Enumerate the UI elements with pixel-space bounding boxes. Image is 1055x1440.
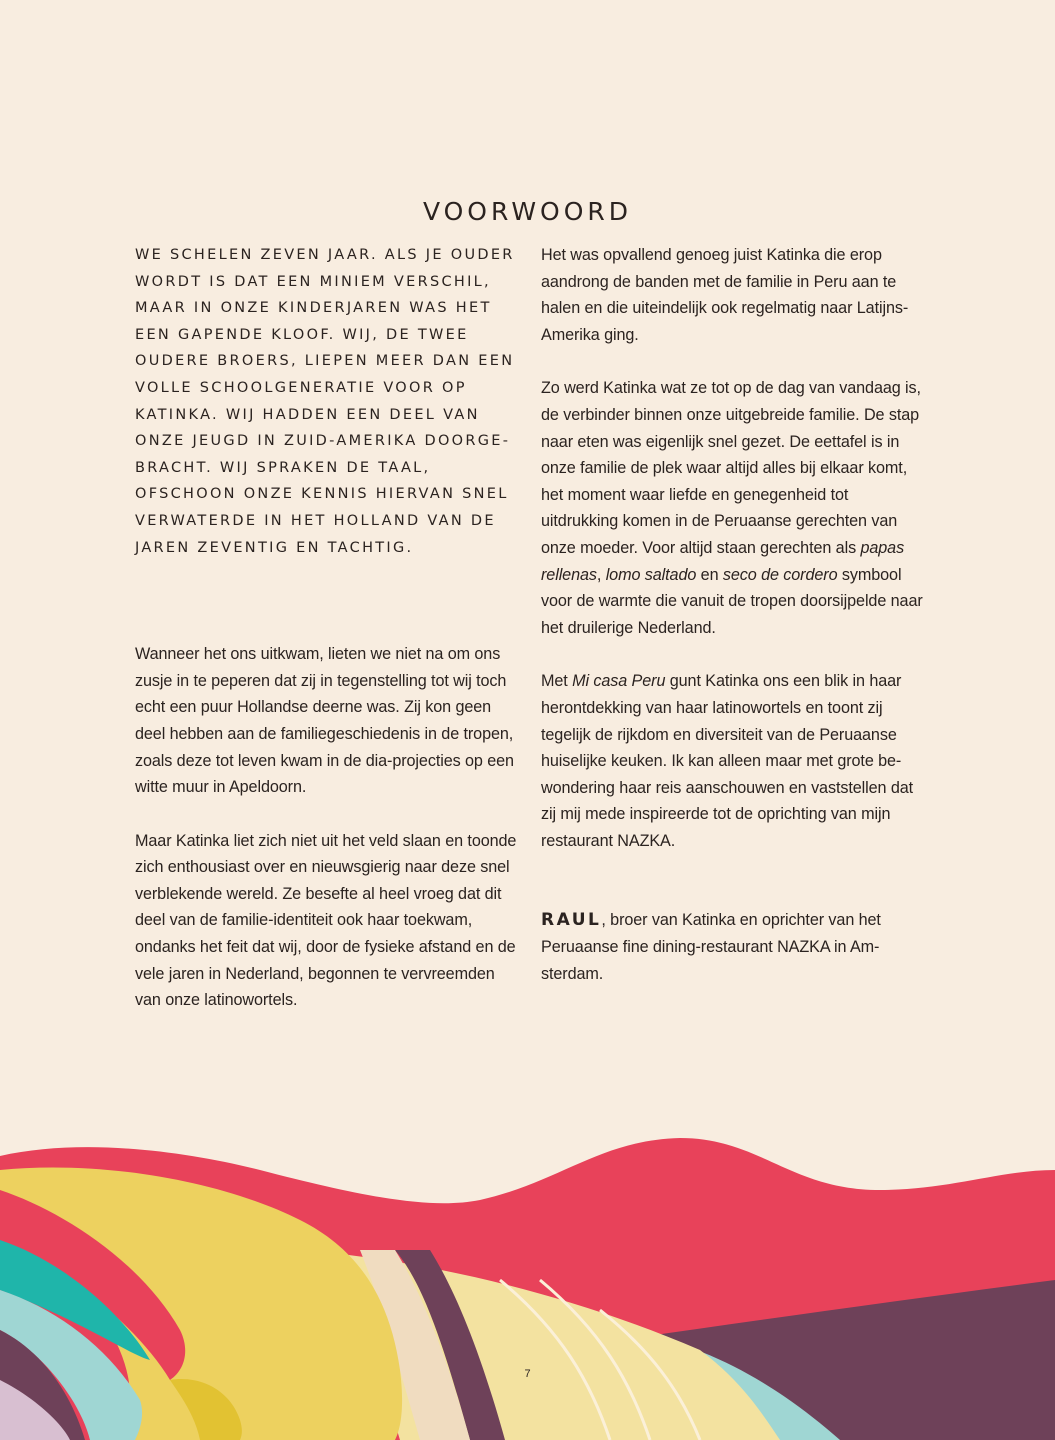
text-span: gunt Katinka ons een blik in haar herontdekking van haar latinowortels en toont zij tegelijk de rijkdom en diversiteit van de Peruaanse huiselijke keuken. Ik kan alleen maar met grote be-wondering haar reis aanschouwen en vaststellen dat zij mij mede inspireerde tot de oprichting van mijn restaurant NAZKA. xyxy=(541,672,914,850)
book-title: Mi casa Peru xyxy=(572,672,666,691)
right-column xyxy=(541,242,923,987)
text-span: Met xyxy=(541,672,573,691)
body-paragraph xyxy=(541,668,923,854)
dish-name: lomo saltado xyxy=(605,565,697,584)
page-number: 7 xyxy=(524,1368,531,1380)
dish-name: papas rellenas xyxy=(541,538,905,584)
dish-name: seco de cordero xyxy=(722,565,838,584)
left-column xyxy=(135,242,517,1014)
page-title: VOORWOORD xyxy=(422,196,633,226)
text-span: Zo werd Katinka wat ze tot op de dag van vandaag is, de verbinder binnen onze uitgebreide familie. De stap naar eten was eigenlijk snel gezet. De eettafel is in onze familie de plek waar altijd alles bij elkaar komt, het moment waar liefde en genegenheid tot uitdrukking komen in de Peruaanse gerechten van onze moeder. Voor altijd staan gerechten als xyxy=(541,379,921,557)
body-paragraph: Het was opvallend genoeg juist Katinka die erop aandrong de banden met de familie in Peru aan te halen en die uiteindelijk ook regelmatig naar Latijns-Amerika ging. xyxy=(541,246,909,344)
decorative-wave-illustration xyxy=(0,1130,1055,1440)
body-paragraph: Maar Katinka liet zich niet uit het veld slaan en toonde zich enthousiast over en nieuwsgierig naar deze snel verblekende wereld. Ze besefte al heel vroeg dat dit deel van de familie-identiteit ook haar toekwam, ondanks het feit dat wij, door de fysieke afstand en de vele jaren in Nederland, begonnen te vervreemden van onze latinowortels. xyxy=(135,831,517,1010)
intro-paragraph: WE SCHELEN ZEVEN JAAR. ALS JE OUDER WORDT IS DAT EEN MINIEM VERSCHIL, MAAR IN ONZE KINDERJAREN WAS HET EEN GAPENDE KLOOF. WIJ, DE TWEE OUDERE BROERS, LIEPEN MEER DAN EEN VOLLE SCHOOLGENERATIE VOOR OP KATINKA. WIJ HADDEN EEN DEEL VAN ONZE JEUGD IN ZUID-AMERIKA DOORGE-BRACHT. WIJ SPRAKEN DE TAAL, OFSCHOON ONZE KENNIS HIERVAN SNEL VERWATERDE IN HET HOLLAND VAN DE JAREN ZEVENTIG EN TACHTIG. xyxy=(135,247,515,556)
body-paragraph: Wanneer het ons uitkwam, lieten we niet na om ons zusje in te peperen dat zij in tegenstelling tot wij toch echt een puur Hollandse deerne was. Zij kon geen deel hebben aan de familiegeschiedenis in de tropen, zoals deze tot leven kwam in de dia-projecties op een witte muur in Apeldoorn. xyxy=(135,645,514,797)
body-paragraph xyxy=(541,375,923,641)
text-span: en xyxy=(696,565,723,584)
signature-name: RAUL xyxy=(541,910,602,931)
text-span: symbool voor de warmte die vanuit de tropen doorsijpelde naar het druilerige Nederland. xyxy=(541,565,923,637)
text-span: , xyxy=(596,565,606,584)
signature-text: , broer van Katinka en oprichter van het Peruaanse fine dining-restaurant NAZKA in Am-sterdam. xyxy=(541,911,881,983)
signature xyxy=(541,907,923,987)
